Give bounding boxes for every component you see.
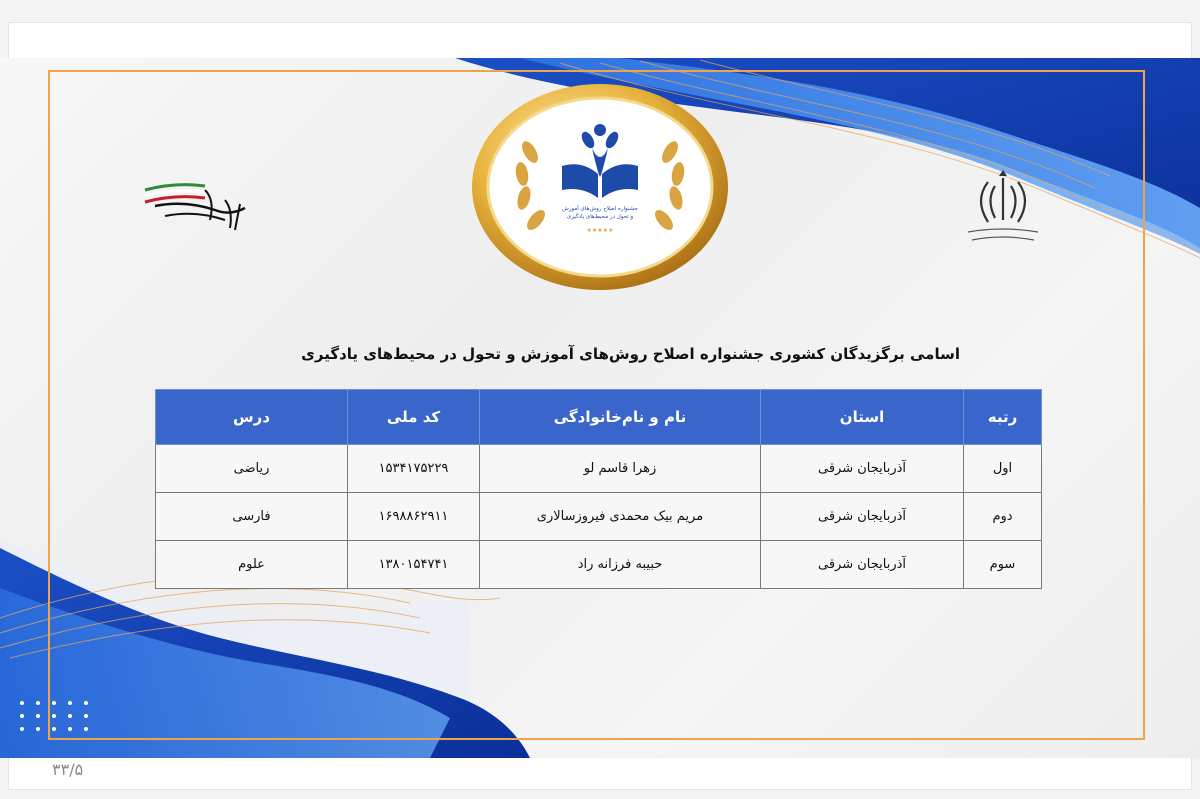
table-row xyxy=(156,541,1042,589)
header-province: استان xyxy=(761,390,964,445)
table-row xyxy=(156,445,1042,493)
ministry-emblem-icon xyxy=(962,168,1044,250)
page-title: اسامی برگزیدگان کشوری جشنواره اصلاح روش‌های آموزش و تحول در محیط‌های یادگیری xyxy=(301,345,960,363)
festival-emblem-icon xyxy=(470,82,730,292)
cell-rank: سوم xyxy=(964,541,1042,589)
cell-province: آذربایجان شرقی xyxy=(761,541,964,589)
header-full-name: نام و نام‌خانوادگی xyxy=(480,390,761,445)
cell-full-name: زهرا قاسم لو xyxy=(480,445,761,493)
table-header-row xyxy=(156,390,1042,445)
header-subject: درس xyxy=(156,390,348,445)
emblem-stars: ★★★★★ xyxy=(586,227,614,234)
page-number: ۳۳/۵ xyxy=(52,760,84,779)
cell-subject: ریاضی xyxy=(156,445,348,493)
header-national-id: کد ملی xyxy=(348,390,480,445)
cell-national-id: ۱۶۹۸۸۶۲۹۱۱ xyxy=(348,493,480,541)
header-rank: رتبه xyxy=(964,390,1042,445)
cell-province: آذربایجان شرقی xyxy=(761,493,964,541)
table-row xyxy=(156,493,1042,541)
cell-national-id: ۱۳۸۰۱۵۴۷۴۱ xyxy=(348,541,480,589)
cell-full-name: مریم بیک محمدی فیروزسالاری xyxy=(480,493,761,541)
svg-text:جشنواره اصلاح روش‌های آموزش: جشنواره اصلاح روش‌های آموزش xyxy=(562,206,638,212)
cell-subject: علوم xyxy=(156,541,348,589)
cell-rank: اول xyxy=(964,445,1042,493)
cell-full-name: حبیبه فرزانه راد xyxy=(480,541,761,589)
winners-table xyxy=(155,389,1042,589)
calligraphy-logo-icon xyxy=(135,170,255,240)
cell-subject: فارسی xyxy=(156,493,348,541)
cell-province: آذربایجان شرقی xyxy=(761,445,964,493)
svg-text:و تحول در محیط‌های یادگیری: و تحول در محیط‌های یادگیری xyxy=(566,214,634,220)
cell-rank: دوم xyxy=(964,493,1042,541)
cell-national-id: ۱۵۳۴۱۷۵۲۲۹ xyxy=(348,445,480,493)
